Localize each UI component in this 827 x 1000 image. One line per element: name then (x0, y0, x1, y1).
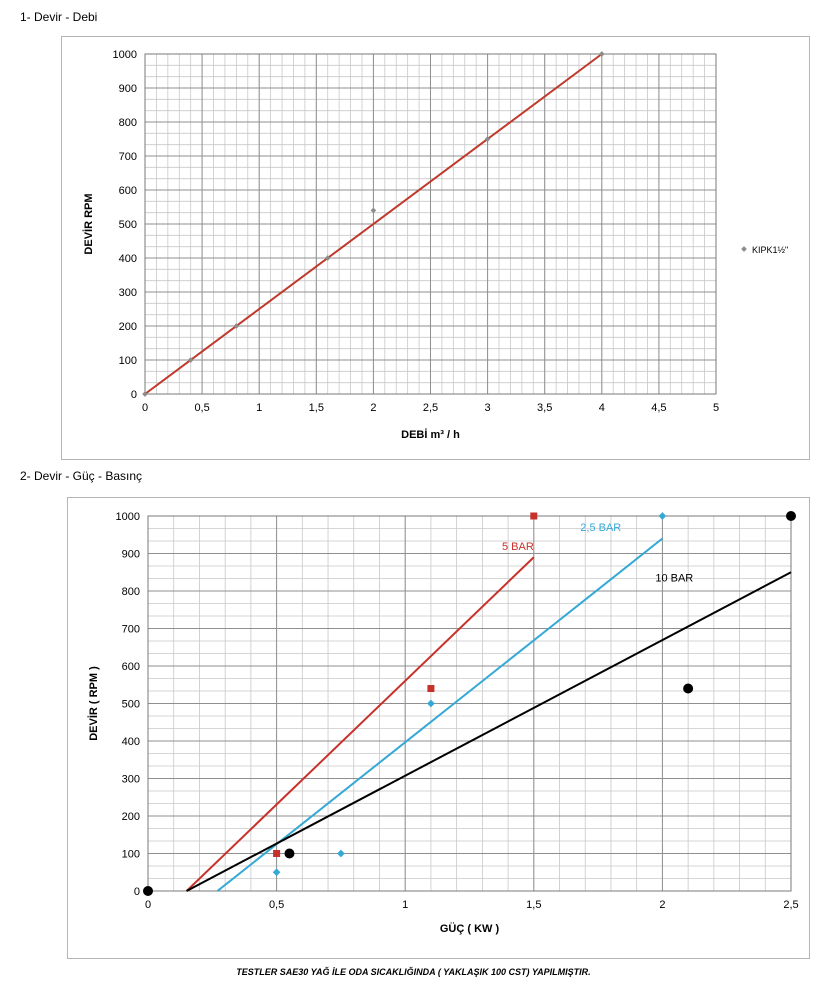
rpm-flow-chart (62, 37, 809, 459)
x-tick-label: 2,5 (422, 402, 439, 414)
y-tick-label: 300 (121, 773, 140, 786)
y-tick-label: 1000 (115, 511, 140, 523)
x-tick-label: 1 (256, 402, 263, 414)
x-tick-label: 0,5 (194, 402, 210, 414)
series-label: 2,5 BAR (580, 522, 622, 534)
footnote: TESTLER SAE30 YAĞ İLE ODA SICAKLIĞINDA ( YAKLAŞIK 100 CST) YAPILMIŞTIR. (236, 967, 591, 977)
x-tick-label: 2 (659, 899, 666, 911)
data-point (427, 700, 435, 708)
data-point (273, 850, 280, 857)
x-axis-label: DEBİ m³ / h (401, 429, 460, 441)
data-point (337, 850, 345, 858)
trend-line (187, 572, 791, 891)
x-tick-label: 3 (484, 402, 491, 414)
y-tick-label: 600 (121, 661, 140, 673)
rpm-power-pressure-chart (68, 498, 809, 958)
y-tick-label: 500 (121, 698, 140, 711)
chart2-container (67, 497, 810, 959)
x-tick-label: 4,5 (651, 402, 667, 414)
y-tick-label: 800 (121, 586, 140, 598)
y-tick-label: 300 (118, 287, 137, 299)
x-tick-label: 3,5 (537, 402, 553, 414)
y-tick-label: 200 (118, 321, 137, 333)
x-tick-label: 4 (598, 402, 605, 414)
y-tick-label: 0 (130, 389, 137, 401)
y-tick-label: 900 (118, 83, 137, 95)
y-tick-label: 700 (118, 151, 137, 163)
data-point (683, 684, 693, 694)
y-tick-label: 900 (121, 548, 140, 561)
y-tick-label: 1000 (112, 49, 137, 61)
data-point (659, 512, 667, 520)
y-tick-label: 0 (133, 886, 140, 898)
series-label: 5 BAR (502, 540, 534, 553)
x-tick-label: 2 (370, 402, 377, 414)
y-tick-label: 700 (121, 623, 140, 636)
chart2-section-title: 2- Devir - Güç - Basınç (20, 469, 143, 483)
x-tick-label: 1,5 (308, 402, 324, 414)
y-axis-label: DEVİR ( RPM ) (88, 666, 100, 741)
data-point (273, 868, 281, 876)
legend-marker (741, 246, 747, 252)
x-tick-label: 0 (141, 402, 149, 414)
y-tick-label: 100 (121, 848, 140, 861)
data-point (427, 685, 434, 692)
x-tick-label: 1,5 (526, 899, 542, 911)
data-point (284, 849, 294, 859)
plot-area (145, 54, 716, 394)
y-tick-label: 600 (118, 185, 137, 197)
chart1-container (61, 36, 810, 460)
data-point (786, 511, 796, 521)
series-label: 10 BAR (655, 572, 694, 585)
legend-label: KIPK1½" (752, 245, 789, 255)
x-tick-label: 2,5 (783, 899, 799, 911)
x-tick-label: 5 (712, 402, 720, 414)
x-axis-label: GÜÇ ( KW ) (439, 923, 500, 935)
x-tick-label: 1 (402, 899, 409, 911)
y-tick-label: 100 (118, 355, 137, 367)
y-tick-label: 200 (121, 811, 140, 823)
y-tick-label: 400 (121, 736, 140, 748)
chart1-section-title: 1- Devir - Debi (20, 10, 98, 24)
x-tick-label: 0 (144, 899, 152, 911)
y-tick-label: 400 (118, 253, 137, 265)
x-tick-label: 0,5 (268, 899, 285, 911)
legend (741, 245, 788, 255)
data-point (530, 513, 537, 520)
y-tick-label: 500 (118, 219, 137, 231)
y-tick-label: 800 (118, 117, 137, 129)
y-axis-label: DEVİR RPM (83, 193, 95, 255)
data-point (143, 886, 153, 896)
